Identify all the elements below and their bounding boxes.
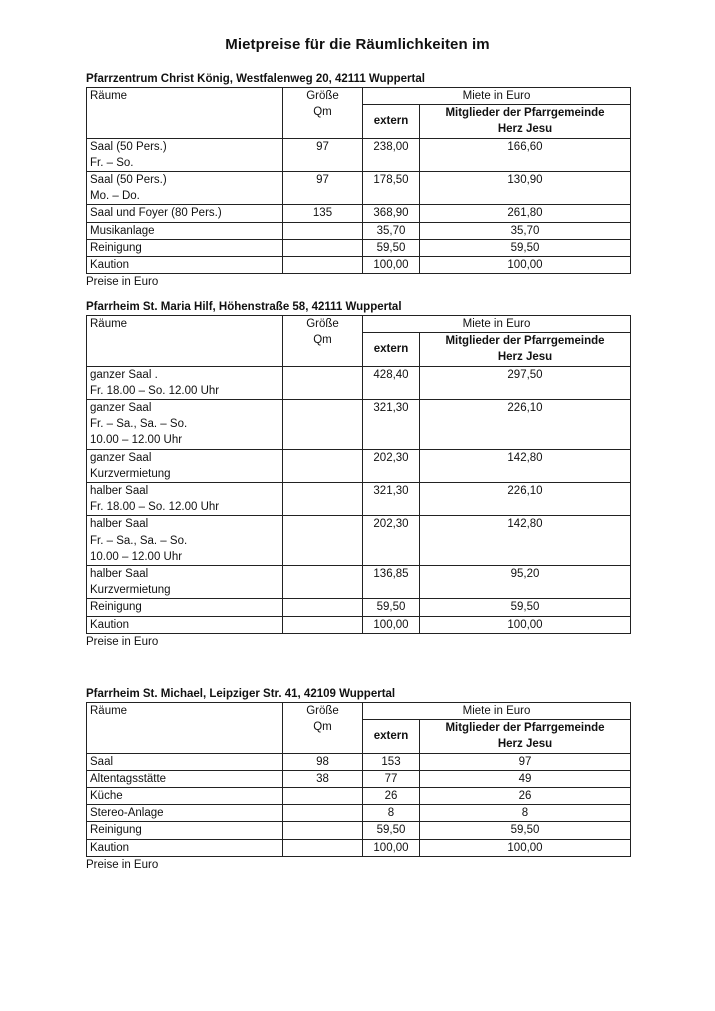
room-label: Saal	[90, 755, 114, 768]
room-label: Fr. – So.	[90, 156, 134, 169]
header-row	[87, 703, 631, 720]
size-cell: 97	[283, 172, 363, 205]
member-price-cell: 130,90	[420, 172, 631, 205]
room-cell	[87, 172, 283, 205]
table-row	[87, 449, 631, 482]
size-cell	[283, 788, 363, 805]
table-row	[87, 172, 631, 205]
member-price-cell: 100,00	[420, 257, 631, 274]
room-label: Kaution	[90, 259, 130, 272]
size-cell: 135	[283, 205, 363, 222]
header-external	[363, 105, 420, 138]
rent-table	[86, 87, 631, 274]
extern-price-cell: 178,50	[363, 172, 420, 205]
section-christ-koenig	[86, 71, 631, 290]
room-label: Fr. – Sa., Sa. – So.	[90, 534, 188, 547]
section-st-michael	[86, 686, 631, 873]
extern-price-cell: 202,30	[363, 516, 420, 566]
extern-price-cell: 428,40	[363, 366, 420, 399]
room-label: Altentagsstätte	[90, 772, 167, 785]
room-label: Küche	[90, 790, 123, 803]
extern-price-cell: 368,90	[363, 205, 420, 222]
member-price-cell: 26	[420, 788, 631, 805]
room-cell	[87, 822, 283, 839]
member-price-cell: 261,80	[420, 205, 631, 222]
header-size-label: Größe	[306, 90, 339, 102]
section-heading: Pfarrzentrum Christ König, Westfalenweg 20, 42111 Wuppertal	[86, 73, 425, 85]
header-members	[420, 105, 631, 138]
table-row	[87, 616, 631, 633]
room-cell	[87, 770, 283, 787]
room-label: ganzer Saal .	[90, 368, 158, 381]
room-cell	[87, 599, 283, 616]
header-external	[363, 720, 420, 753]
room-label: Reinigung	[90, 601, 142, 614]
table-row	[87, 599, 631, 616]
header-external	[363, 333, 420, 366]
size-cell	[283, 516, 363, 566]
room-cell	[87, 483, 283, 516]
extern-price-cell: 238,00	[363, 138, 420, 171]
header-row	[87, 88, 631, 105]
member-price-cell: 142,80	[420, 516, 631, 566]
room-label: Reinigung	[90, 824, 142, 837]
table-row	[87, 516, 631, 566]
header-members-line: Herz Jesu	[497, 123, 553, 136]
member-price-cell: 100,00	[420, 839, 631, 856]
extern-price-cell: 77	[363, 770, 420, 787]
room-cell	[87, 839, 283, 856]
extern-price-cell: 100,00	[363, 257, 420, 274]
header-size-label: Größe	[306, 705, 339, 717]
room-label: halber Saal	[90, 485, 149, 498]
table-row	[87, 839, 631, 856]
size-cell: 98	[283, 753, 363, 770]
room-label: Saal (50 Pers.)	[90, 140, 167, 153]
extern-price-cell: 35,70	[363, 222, 420, 239]
header-members-line: Mitglieder der Pfarrgemeinde	[445, 722, 605, 735]
size-cell	[283, 257, 363, 274]
price-note: Preise in Euro	[86, 276, 159, 289]
table-row	[87, 822, 631, 839]
header-row	[87, 316, 631, 333]
extern-price-cell: 321,30	[363, 400, 420, 450]
size-cell	[283, 239, 363, 256]
table-row	[87, 805, 631, 822]
room-cell	[87, 222, 283, 239]
header-rooms: Räume	[87, 88, 283, 139]
member-price-cell: 226,10	[420, 400, 631, 450]
room-label: 10.00 – 12.00 Uhr	[90, 550, 183, 563]
rent-table	[86, 702, 631, 857]
header-external-label: extern	[373, 730, 409, 743]
table-row	[87, 205, 631, 222]
header-size-unit: Qm	[313, 106, 332, 119]
header-rent: Miete in Euro	[363, 703, 631, 720]
size-cell	[283, 449, 363, 482]
extern-price-cell: 59,50	[363, 239, 420, 256]
size-cell: 97	[283, 138, 363, 171]
table-row	[87, 770, 631, 787]
extern-price-cell: 321,30	[363, 483, 420, 516]
room-label: Musikanlage	[90, 224, 155, 237]
member-price-cell: 226,10	[420, 483, 631, 516]
extern-price-cell: 59,50	[363, 822, 420, 839]
room-cell	[87, 239, 283, 256]
size-cell	[283, 822, 363, 839]
member-price-cell: 59,50	[420, 599, 631, 616]
table-row	[87, 753, 631, 770]
header-rent: Miete in Euro	[363, 88, 631, 105]
room-cell	[87, 400, 283, 450]
extern-price-cell: 153	[363, 753, 420, 770]
room-label: Fr. 18.00 – So. 12.00 Uhr	[90, 501, 220, 514]
extern-price-cell: 100,00	[363, 839, 420, 856]
size-cell	[283, 483, 363, 516]
member-price-cell: 97	[420, 753, 631, 770]
member-price-cell: 8	[420, 805, 631, 822]
room-label: Stereo-Anlage	[90, 807, 164, 820]
rent-table	[86, 315, 631, 634]
header-rent: Miete in Euro	[363, 316, 631, 333]
table-row	[87, 222, 631, 239]
member-price-cell: 142,80	[420, 449, 631, 482]
size-cell	[283, 400, 363, 450]
member-price-cell: 35,70	[420, 222, 631, 239]
room-cell	[87, 516, 283, 566]
room-label: Reinigung	[90, 241, 142, 254]
table-row	[87, 257, 631, 274]
price-note: Preise in Euro	[86, 635, 159, 648]
room-label: halber Saal	[90, 518, 149, 531]
header-members	[420, 720, 631, 753]
room-label: ganzer Saal	[90, 451, 152, 464]
size-cell	[283, 222, 363, 239]
header-size	[283, 316, 363, 367]
extern-price-cell: 136,85	[363, 566, 420, 599]
room-cell	[87, 138, 283, 171]
section-heading: Pfarrheim St. Michael, Leipziger Str. 41, 42109 Wuppertal	[86, 688, 396, 700]
header-members-line: Herz Jesu	[497, 351, 553, 364]
section-maria-hilf	[86, 299, 631, 650]
member-price-cell: 297,50	[420, 366, 631, 399]
room-label: Fr. 18.00 – So. 12.00 Uhr	[90, 384, 220, 397]
room-label: Kaution	[90, 618, 130, 631]
member-price-cell: 100,00	[420, 616, 631, 633]
room-cell	[87, 257, 283, 274]
header-size-unit: Qm	[313, 334, 332, 347]
room-cell	[87, 205, 283, 222]
table-row	[87, 566, 631, 599]
size-cell	[283, 366, 363, 399]
extern-price-cell: 59,50	[363, 599, 420, 616]
header-external-label: extern	[373, 343, 409, 356]
header-members	[420, 333, 631, 366]
header-members-line: Mitglieder der Pfarrgemeinde	[445, 107, 605, 120]
room-cell	[87, 566, 283, 599]
price-note: Preise in Euro	[86, 858, 159, 871]
member-price-cell: 59,50	[420, 239, 631, 256]
room-cell	[87, 449, 283, 482]
header-rooms: Räume	[87, 316, 283, 367]
header-size-label: Größe	[306, 318, 339, 330]
extern-price-cell: 26	[363, 788, 420, 805]
header-members-line: Mitglieder der Pfarrgemeinde	[445, 335, 605, 348]
extern-price-cell: 202,30	[363, 449, 420, 482]
header-members-line: Herz Jesu	[497, 738, 553, 751]
room-label: 10.00 – 12.00 Uhr	[90, 434, 183, 447]
room-label: Saal (50 Pers.)	[90, 174, 167, 187]
size-cell	[283, 599, 363, 616]
room-cell	[87, 788, 283, 805]
room-label: Kurzvermietung	[90, 584, 171, 597]
table-row	[87, 788, 631, 805]
room-label: Mo. – Do.	[90, 190, 140, 203]
member-price-cell: 59,50	[420, 822, 631, 839]
size-cell	[283, 839, 363, 856]
header-size	[283, 88, 363, 139]
size-cell: 38	[283, 770, 363, 787]
member-price-cell: 95,20	[420, 566, 631, 599]
extern-price-cell: 100,00	[363, 616, 420, 633]
room-label: Kurzvermietung	[90, 467, 171, 480]
header-rooms: Räume	[87, 703, 283, 754]
room-cell	[87, 366, 283, 399]
header-size	[283, 703, 363, 754]
size-cell	[283, 805, 363, 822]
room-label: Saal und Foyer (80 Pers.)	[90, 207, 222, 220]
size-cell	[283, 616, 363, 633]
room-label: ganzer Saal	[90, 402, 152, 415]
size-cell	[283, 566, 363, 599]
room-cell	[87, 805, 283, 822]
table-row	[87, 400, 631, 450]
extern-price-cell: 8	[363, 805, 420, 822]
room-label: halber Saal	[90, 568, 149, 581]
table-row	[87, 239, 631, 256]
member-price-cell: 166,60	[420, 138, 631, 171]
table-row	[87, 366, 631, 399]
header-external-label: extern	[373, 115, 409, 128]
section-heading: Pfarrheim St. Maria Hilf, Höhenstraße 58, 42111 Wuppertal	[86, 301, 402, 313]
header-size-unit: Qm	[313, 721, 332, 734]
member-price-cell: 49	[420, 770, 631, 787]
room-label: Fr. – Sa., Sa. – So.	[90, 418, 188, 431]
room-cell	[87, 616, 283, 633]
page-title: Mietpreise für die Räumlichkeiten im	[225, 36, 490, 53]
room-label: Kaution	[90, 841, 130, 854]
table-row	[87, 138, 631, 171]
table-row	[87, 483, 631, 516]
room-cell	[87, 753, 283, 770]
